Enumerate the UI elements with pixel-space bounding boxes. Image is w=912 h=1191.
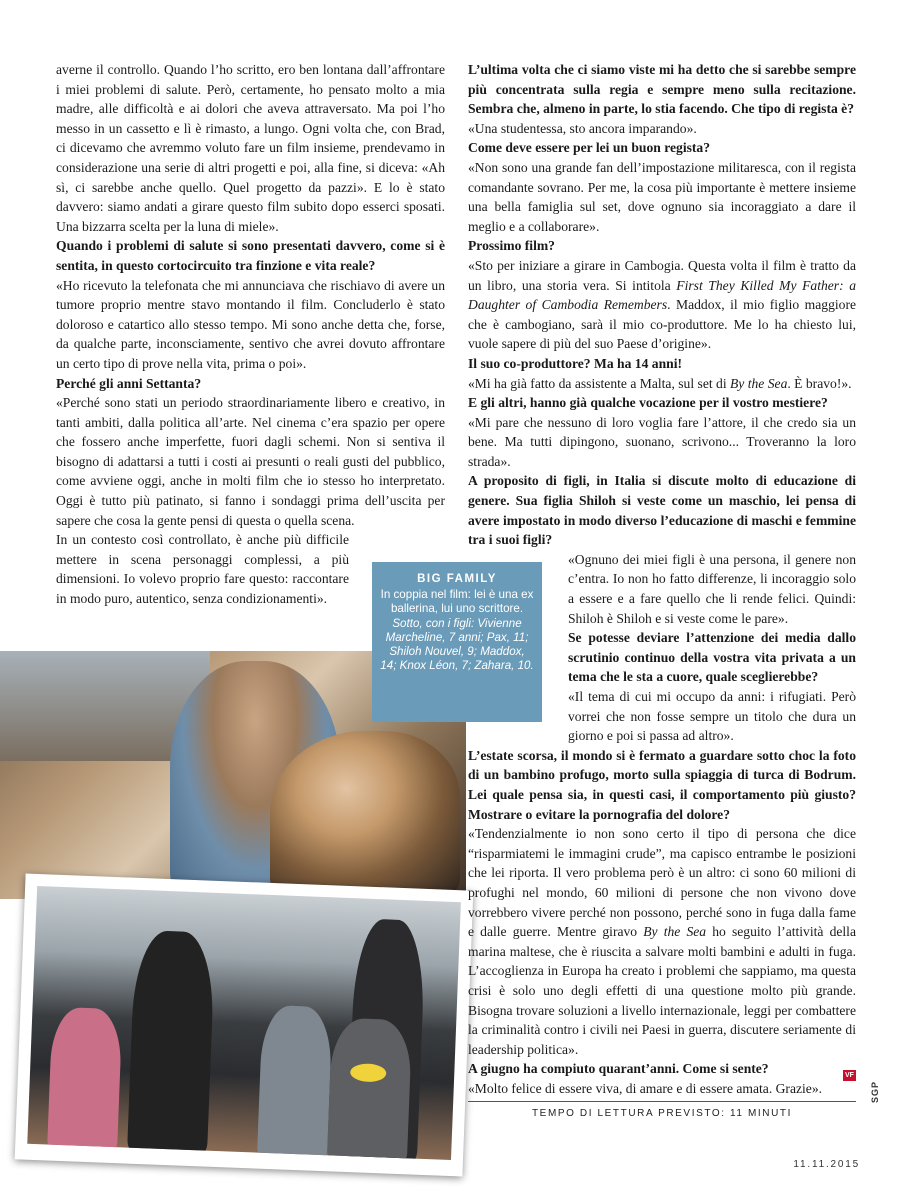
answer-text: . È bravo!».: [787, 375, 852, 391]
indented-block: [468, 550, 856, 746]
answer-text: . Maddox, il mio figlio maggiore che è cambogiano, sarà il mio co-produttore. Me lo ha chiesto lui, vuole sapere di più del suo Paese d’origine».: [468, 297, 857, 352]
answer-text: «Mi ha già fatto da assistente a Malta, sul set di: [468, 375, 730, 391]
interview-answer: [468, 374, 856, 394]
interview-answer-continued: In un contesto così controllato, è anche più difficile mettere in scena personaggi complessi, a più dimensioni. Io volevo proprio fare questo: raccontare in modo puro, autentico, senza condizionamenti».: [56, 532, 349, 607]
answer-text: «Tendenzialmente io non sono certo il tipo di persona che dice “risparmiatemi le immagini crude”, ma capisco entrambe le posizioni che lei riporta. Il vero problema però è un altro: ci sono 60 milioni di profughi nel mondo, 60 milioni di persone che non vivono dove vorrebbero vivere perché non possono, perché sono in fuga dalla fame e dalle guerre. Mentre giravo: [468, 826, 856, 940]
reading-time-label: TEMPO DI LETTURA PREVISTO: 11 MINUTI: [531, 1108, 793, 1119]
interview-question: Prossimo film?: [468, 238, 555, 254]
interview-question: Il suo co-produttore? Ma ha 14 anni!: [468, 355, 682, 371]
interview-question: Perché gli anni Settanta?: [56, 375, 202, 391]
interview-answer: [468, 256, 856, 354]
caption-text-family: Sotto, con i figli: Vivienne Marcheline, 7 anni; Pax, 11; Shiloh Nouvel, 9; Maddox, 14; Knox Léon, 7; Zahara, 10.: [380, 616, 534, 673]
interview-answer: «Ho ricevuto la telefonata che mi annunciava che rischiavo di avere un tumore proprio mentre stavo montando il film. Concluderlo è stato doloroso e catartico allo stesso tempo. Mi sono anche detta che, forse, da qualche parte, inconsciamente, sentivo che avrei dovuto affrontare un certo tipo di prove nella vita, prima o poi».: [56, 277, 445, 371]
photo-figure-woman: [270, 731, 460, 896]
film-title: By the Sea: [643, 924, 707, 940]
answer-text: ho seguito l’attività della marina maltese, che è riuscita a salvare molti bambini e adulti in fuga. L’accoglienza in Europa ha creato i problemi che sappiamo, ma questa crisi è solo uno degli effetti di una questione molto più grande. Bisogna trovare soluzioni a livello internazionale, leggi per combattere la criminalità contro i civili nei Paesi in guerra, discutere seriamente di leadership politica».: [468, 924, 856, 1057]
body-paragraph: averne il controllo. Quando l’ho scritto, ero ben lontana dall’affrontare i miei problemi di salute. Però, certamente, ho pensato molto a mia madre, alle difficoltà e ai dolori che aveva attraversato. Ma poi l’ho messo in un cassetto e lì è rimasto, a lungo. Ogni volta che, con Brad, ci dicevamo che avremmo voluto fare un film insieme, prendevamo in considerazione una serie di altri progetti e poi, alla fine, si diceva: «Ah sì, ci sarebbe anche quello. Quel progetto da pazzi». E lo è stato davvero: siamo andati a girare questo film subito dopo esserci sposati. Una bizzarra scelta per la luna di miele».: [56, 62, 445, 234]
interview-answer: «Mi pare che nessuno di loro voglia fare l’attore, il che credo sia un bene. Ma tutti dipingono, suonano, scrivono... Troveranno la loro strada».: [468, 414, 856, 469]
interview-question: L’estate scorsa, il mondo si è fermato a guardare sotto choc la foto di un bambino profugo, morto sulla spiaggia di turca di Bodrum. Lei quale pensa sia, in questi casi, il comportamento più giusto? Mostrare o evitare la pornografia del dolore?: [468, 747, 856, 822]
photo-figure: [47, 1007, 122, 1150]
interview-answer: «Una studentessa, sto ancora imparando».: [468, 120, 697, 136]
photo-figure: [257, 1005, 333, 1158]
interview-question: Quando i problemi di salute si sono presentati davvero, come si è sentita, in questo cortocircuito tra finzione e vita reale?: [56, 238, 445, 273]
caption-text-film: In coppia nel film: lei è una ex ballerina, lui uno scrittore.: [380, 588, 534, 616]
photo-credit: SGP: [870, 1080, 880, 1103]
film-title: By the Sea: [730, 375, 788, 391]
issue-date: 11.11.2015: [793, 1159, 860, 1170]
left-column: [56, 60, 445, 609]
interview-answer: [468, 824, 856, 1059]
caption-title: BIG FAMILY: [417, 573, 497, 585]
book-title: First They Killed My Father: a Daughter of Cambodia Remembers: [468, 277, 857, 313]
interview-question: A giugno ha compiuto quarant’anni. Come si sente?: [468, 1061, 769, 1077]
interview-question: L’ultima volta che ci siamo viste mi ha detto che si sarebbe sempre più concentrata sulla regia e sempre meno sulla recitazione. Sembra che, almeno in parte, lo stia facendo. Che tipo di regista è?: [468, 62, 856, 117]
family-photo-image: [27, 886, 461, 1160]
interview-question: E gli altri, hanno già qualche vocazione per il vostro mestiere?: [468, 395, 828, 411]
family-polaroid-photo: [15, 874, 474, 1177]
photo-figure: [127, 930, 215, 1153]
photo-figure: [327, 1017, 412, 1160]
interview-answer: «Il tema di cui mi occupo da anni: i rifugiati. Però vorrei che non fosse sempre un titolo che dura un giorno e poi si passa ad altro».: [568, 689, 856, 744]
end-mark-logo: VF: [843, 1070, 856, 1081]
interview-answer: «Perché sono stati un periodo straordinariamente libero e creativo, in tanti ambiti, dalla politica all’arte. Nel cinema c’era spazio per opere che fossero anche imperfette, fuori dagli schemi. Non si sentiva il bisogno di adattarsi a tutti i costi ai presunti o reali gusti del pubblico, come avviene oggi, anche in molti film che io stesso ho interpretato. Oggi è tutto più patinato, si fanno i sondaggi prima dell’uscita per sapere che cosa la gente pensi di questa o quella scena.: [56, 395, 445, 528]
footer-divider: [468, 1101, 856, 1102]
interview-answer: «Non sono una grande fan dell’impostazione militaresca, con il regista comandante sovrano. Per me, la cosa più importante è mettere insieme una bella famiglia sul set, dove ognuno sia incoraggiato a dare il meglio e a collaborare».: [468, 159, 856, 234]
interview-question: A proposito di figli, in Italia si discute molto di educazione di genere. Sua figlia Shiloh si veste come un maschio, lei pensa di avere impostato in modo diverso l’educazione di maschi e femmine tra i suoi figli?: [468, 473, 856, 548]
interview-answer: «Ognuno dei miei figli è una persona, il genere non c’entra. Io non ho fatto differenze, li incoraggio solo a essere e a fare quello che li rende felici. Quindi: Shiloh è Shiloh e si veste come le pare».: [568, 551, 856, 626]
answer-text: «Sto per iniziare a girare in Cambogia. Questa volta il film è tratto da un libro, una storia vera. Si intitola: [468, 257, 856, 293]
interview-question: Come deve essere per lei un buon regista?: [468, 140, 711, 156]
interview-answer: «Molto felice di essere viva, di amare e di essere amata. Grazie».: [468, 1080, 823, 1096]
interview-question: Se potesse deviare l’attenzione dei media dallo scrutinio continuo della vostra vita privata a un tema che le sta a cuore, quale sceglierebbe?: [568, 630, 856, 685]
right-column: [468, 60, 856, 1098]
